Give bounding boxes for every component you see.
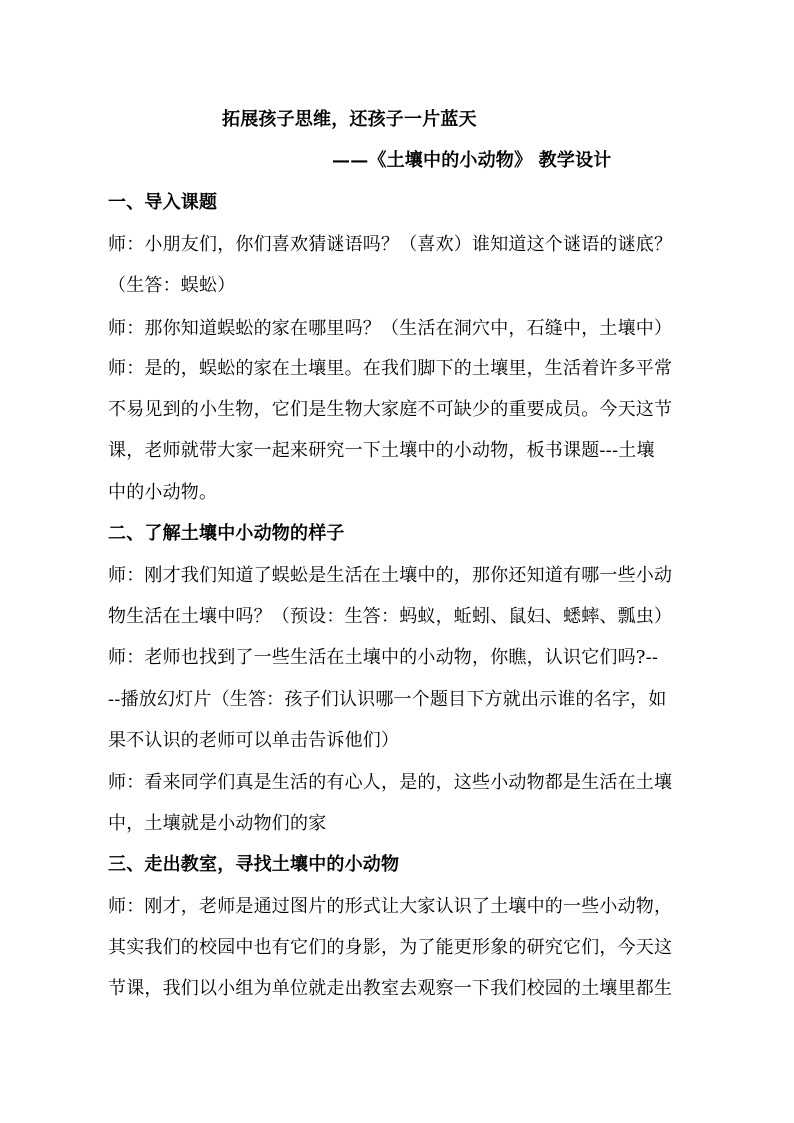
section-heading-1: 一、导入课题 [108, 192, 218, 213]
section-heading-3: 三、走出教室，寻找土壤中的小动物 [108, 854, 400, 875]
paragraph-line: 其实我们的校园中也有它们的身影，为了能更形象的研究它们，今天这 [108, 937, 673, 958]
paragraph-line: 师：看来同学们真是生活的有心人，是的，这些小动物都是生活在土壤 [108, 772, 673, 793]
paragraph-line: 师：小朋友们，你们喜欢猜谜语吗？（喜欢）谁知道这个谜语的谜底？ [108, 234, 673, 255]
paragraph-line: 节课，我们以小组为单位就走出教室去观察一下我们校园的土壤里都生 [108, 978, 673, 999]
paragraph-line: 课，老师就带大家一起来研究一下土壤中的小动物，板书课题---土壤 [108, 440, 655, 461]
paragraph-line: 中的小动物。 [108, 482, 218, 503]
document-title: 拓展孩子思维，还孩子一片蓝天 [222, 109, 477, 130]
paragraph-line: 物生活在土壤中吗？（预设：生答：蚂蚁，蚯蚓、鼠妇、蟋蟀、瓢虫） [108, 606, 673, 627]
paragraph-line: --播放幻灯片（生答：孩子们认识哪一个题目下方就出示谁的名字，如 [108, 689, 667, 710]
paragraph-line: 师：刚才，老师是通过图片的形式让大家认识了土壤中的一些小动物， [108, 896, 673, 917]
paragraph-line: 师：老师也找到了一些生活在土壤中的小动物，你瞧，认识它们吗?-- [108, 647, 659, 668]
paragraph-line: 中，土壤就是小动物们的家 [108, 813, 327, 834]
paragraph-line: 师：是的，蜈蚣的家在土壤里。在我们脚下的土壤里，生活着许多平常 [108, 358, 673, 379]
section-heading-2: 二、了解土壤中小动物的样子 [108, 523, 345, 544]
paragraph-line: 师：那你知道蜈蚣的家在哪里吗？（生活在洞穴中，石缝中，土壤中） [108, 318, 673, 339]
paragraph-line: （生答：蜈蚣） [108, 275, 236, 296]
paragraph-line: 师：刚才我们知道了蜈蚣是生活在土壤中的，那你还知道有哪一些小动 [108, 565, 673, 586]
document-subtitle: ——《土壤中的小动物》 教学设计 [332, 150, 612, 171]
paragraph-line: 不易见到的小生物，它们是生物大家庭不可缺少的重要成员。今天这节 [108, 399, 673, 420]
paragraph-line: 果不认识的老师可以单击告诉他们） [108, 730, 400, 751]
